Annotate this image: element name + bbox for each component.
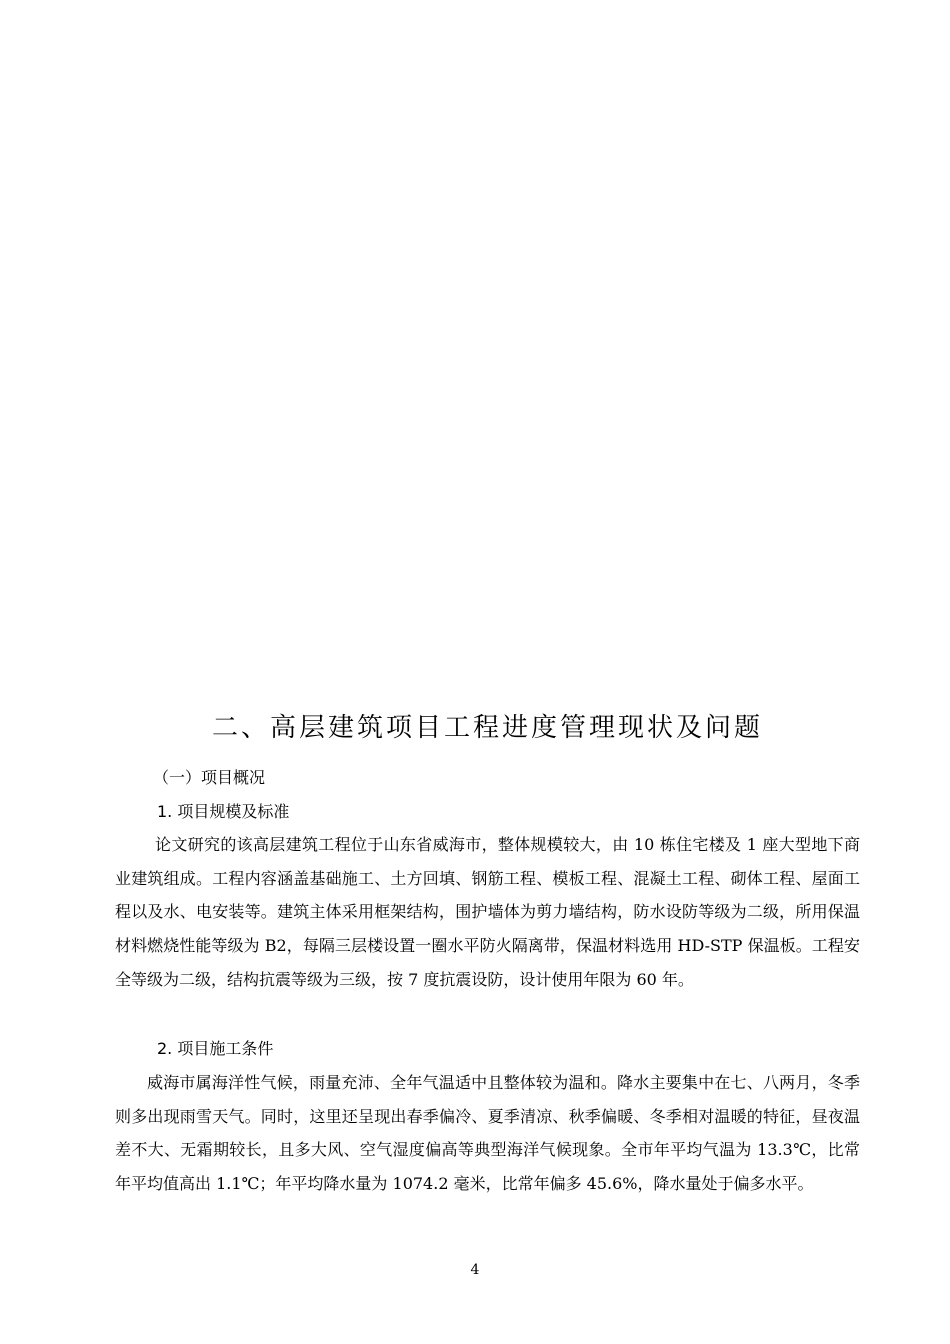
paragraph-project-scale: 论文研究的该高层建筑工程位于山东省威海市，整体规模较大，由 10 栋住宅楼及 1 座大型地下商业建筑组成。工程内容涵盖基础施工、土方回填、钢筋工程、模板工程、混凝土工程、砌体工程、屋面工程以及水、电安装等。建筑主体采用框架结构，围护墙体为剪力墙结构，防水设防等级为二级，所用保温材料燃烧性能等级为 B2，每隔三层楼设置一圈水平防火隔离带，保温材料选用 HD-STP 保温板。工程安全等级为二级，结构抗震等级为三级，按 7 度抗震设防，设计使用年限为 60 年。 — [115, 835, 860, 989]
paragraph-construction-conditions: 威海市属海洋性气候，雨量充沛、全年气温适中且整体较为温和。降水主要集中在七、八两月，冬季则多出现雨雪天气。同时，这里还呈现出春季偏冷、夏季清凉、秋季偏暖、冬季相对温暖的特征，昼夜温差不大、无霜期较长，且多大风、空气湿度偏高等典型海洋气候现象。全市年平均气温为 13.3℃，比常年平均值高出 1.1℃；年平均降水量为 1074.2 毫米，比常年偏多 45.6%，降水量处于偏多水平。 — [115, 1073, 860, 1194]
section-heading: （一）项目概况 — [153, 768, 266, 787]
subsection-heading-conditions: 2. 项目施工条件 — [157, 1039, 274, 1058]
subsection-heading-scale: 1. 项目规模及标准 — [157, 802, 290, 821]
chapter-title: 二、高层建筑项目工程进度管理现状及问题 — [211, 713, 763, 743]
page-number: 4 — [470, 1262, 480, 1278]
